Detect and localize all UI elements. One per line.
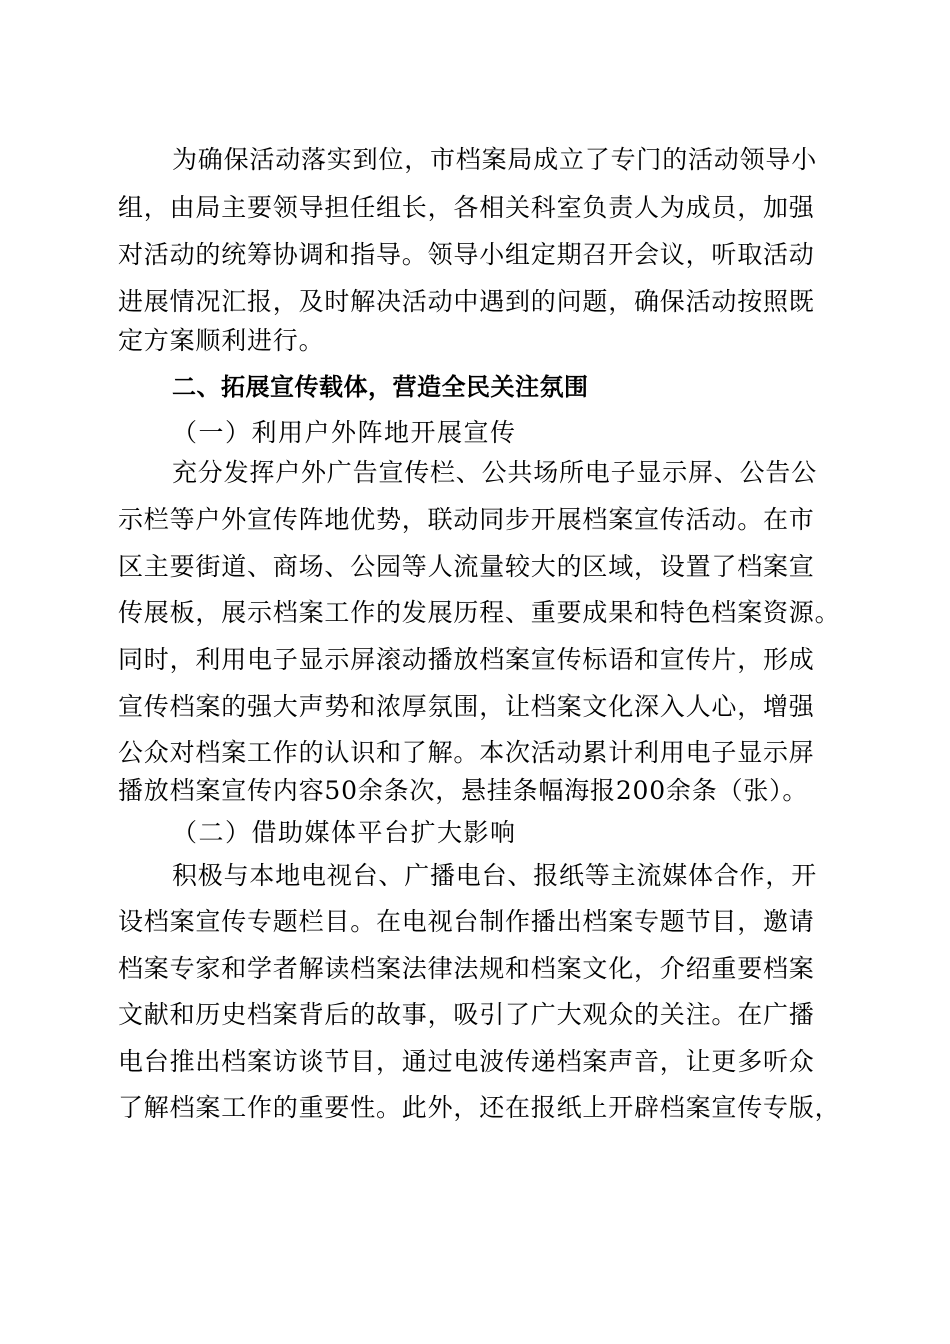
paragraph-line: 定方案顺利进行。 — [118, 326, 325, 355]
paragraph-line: 档案专家和学者解读档案法律法规和档案文化，介绍重要档案 — [118, 954, 815, 983]
section-heading: 二、拓展宣传载体，营造全民关注氛围 — [172, 373, 589, 401]
subsection-heading: （二）借助媒体平台扩大影响 — [172, 818, 517, 847]
paragraph-line: 组，由局主要领导担任组长，各相关科室负责人为成员，加强 — [118, 193, 815, 222]
paragraph-line: 示栏等户外宣传阵地优势，联动同步开展档案宣传活动。在市 — [118, 505, 815, 534]
paragraph-line: 播放档案宣传内容50余条次，悬挂条幅海报200余条（张）。 — [118, 776, 809, 805]
paragraph-line: 公众对档案工作的认识和了解。本次活动累计利用电子显示屏 — [118, 738, 815, 767]
paragraph-line: 为确保活动落实到位，市档案局成立了专门的活动领导小 — [172, 145, 818, 174]
paragraph-line: 充分发挥户外广告宣传栏、公共场所电子显示屏、公告公 — [172, 458, 818, 487]
paragraph-line: 文献和历史档案背后的故事，吸引了广大观众的关注。在广播 — [118, 1000, 815, 1029]
paragraph-line: 积极与本地电视台、广播电台、报纸等主流媒体合作，开 — [172, 861, 818, 890]
paragraph-line: 了解档案工作的重要性。此外，还在报纸上开辟档案宣传专版， — [118, 1093, 841, 1122]
paragraph-line: 宣传档案的强大声势和浓厚氛围，让档案文化深入人心，增强 — [118, 692, 815, 721]
subsection-heading: （一）利用户外阵地开展宣传 — [172, 418, 517, 447]
paragraph-line: 对活动的统筹协调和指导。领导小组定期召开会议，听取活动 — [118, 240, 815, 269]
paragraph-line: 同时，利用电子显示屏滚动播放档案宣传标语和宣传片，形成 — [118, 645, 815, 674]
paragraph-line: 进展情况汇报，及时解决活动中遇到的问题，确保活动按照既 — [118, 287, 815, 316]
paragraph-line: 区主要街道、商场、公园等人流量较大的区域，设置了档案宣 — [118, 552, 815, 581]
paragraph-line: 传展板，展示档案工作的发展历程、重要成果和特色档案资源。 — [118, 598, 841, 627]
paragraph-line: 设档案宣传专题栏目。在电视台制作播出档案专题节目，邀请 — [118, 907, 815, 936]
paragraph-line: 电台推出档案访谈节目，通过电波传递档案声音，让更多听众 — [118, 1047, 815, 1076]
